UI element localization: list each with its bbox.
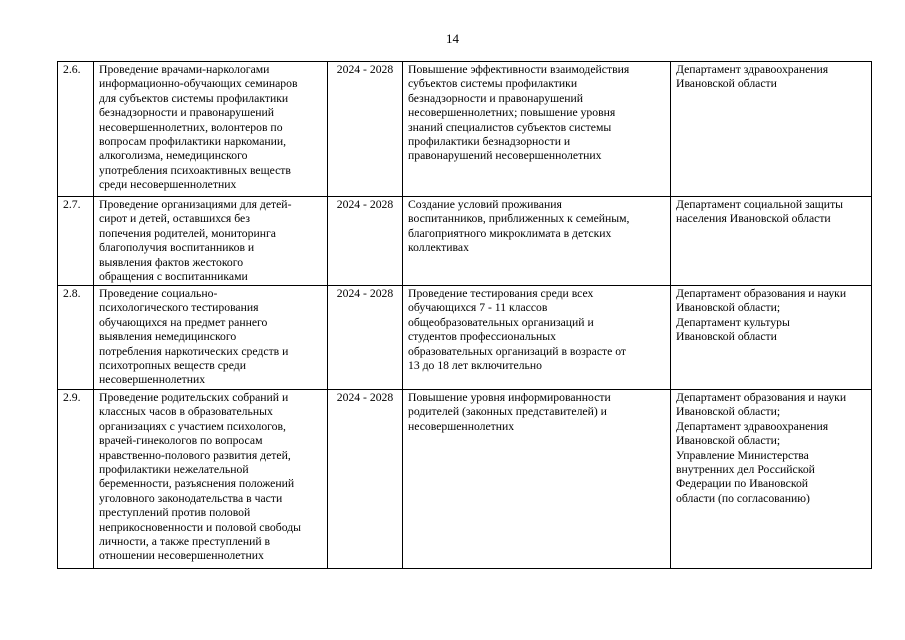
result-text-line: несовершеннолетних xyxy=(408,419,515,433)
executor-cell xyxy=(671,286,872,390)
event-text-line: Проведение социально- xyxy=(99,287,218,300)
result-text-line: воспитанников, приближенных к семейным, xyxy=(408,212,630,226)
result-text-line: общеобразовательных организаций и xyxy=(408,315,594,329)
period-cell xyxy=(328,62,403,197)
executor-cell xyxy=(671,390,872,569)
event-text-line: психологического тестирования xyxy=(99,301,259,315)
executor-text-line: населения Ивановской области xyxy=(676,212,831,226)
event-text-line: профилактики нежелательной xyxy=(99,463,249,477)
item-number: 2.9. xyxy=(63,391,81,404)
executor-text-line: Департамент здравоохранения xyxy=(676,63,829,76)
event-cell xyxy=(94,390,328,569)
measures-table xyxy=(57,61,872,569)
event-text-line: для субъектов системы профилактики xyxy=(99,91,289,105)
table-row xyxy=(58,390,872,569)
event-text-line: выявления фактов жестокого xyxy=(99,255,244,269)
executor-text-line: Ивановской области; xyxy=(676,405,781,419)
executor-text-line: Ивановской области; xyxy=(676,301,781,315)
event-text-line: безнадзорности и правонарушений xyxy=(99,106,275,120)
result-text-line: благоприятного микроклимата в детских xyxy=(408,226,612,240)
result-cell xyxy=(403,286,671,390)
result-text-line: Проведение тестирования среди всех xyxy=(408,287,594,300)
result-text-line: знаний специалистов субъектов системы xyxy=(408,120,612,134)
result-text-line: субъектов системы профилактики xyxy=(408,77,578,91)
event-text-line: сирот и детей, оставшихся без xyxy=(99,212,250,226)
event-text-line: выявления немедицинского xyxy=(99,330,237,344)
event-text-line: благополучия воспитанников и xyxy=(99,241,255,255)
result-text-line: правонарушений несовершеннолетних xyxy=(408,149,602,163)
executor-text-line: Департамент образования и науки xyxy=(676,391,847,404)
item-number: 2.8. xyxy=(63,287,81,300)
executor-text-line: Федерации по Ивановской xyxy=(676,477,809,491)
result-text-line: Повышение уровня информированности xyxy=(408,391,611,404)
result-text-line: Повышение эффективности взаимодействия xyxy=(408,63,630,76)
result-text-line: коллективах xyxy=(408,241,469,255)
item-number-cell xyxy=(58,62,94,197)
table-row xyxy=(58,286,872,390)
result-cell xyxy=(403,390,671,569)
event-text-line: психотропных веществ среди xyxy=(99,359,246,373)
result-text-line: образовательных организаций в возрасте от xyxy=(408,344,627,358)
executor-cell xyxy=(671,62,872,197)
executor-text-line: внутренних дел Российской xyxy=(676,463,815,477)
item-number: 2.6. xyxy=(63,63,81,76)
result-text-line: безнадзорности и правонарушений xyxy=(408,91,584,105)
event-text-line: обращения с воспитанниками xyxy=(99,270,248,284)
event-text-line: беременности, разъяснения положений xyxy=(99,477,295,491)
executor-text-line: области (по согласованию) xyxy=(676,491,810,505)
result-text-line: обучающихся 7 - 11 классов xyxy=(408,301,548,315)
event-text-line: алкоголизма, немедицинского xyxy=(99,149,248,163)
executor-text-line: Департамент социальной защиты xyxy=(676,198,844,211)
event-text-line: информационно-обучающих семинаров xyxy=(99,77,298,91)
executor-cell xyxy=(671,197,872,286)
period-text: 2024 - 2028 xyxy=(336,391,394,404)
event-text-line: Проведение организациями для детей- xyxy=(99,198,292,211)
event-text-line: несовершеннолетних xyxy=(99,373,206,387)
period-cell xyxy=(328,197,403,286)
period-text: 2024 - 2028 xyxy=(336,287,394,300)
measures-table-body xyxy=(58,62,872,569)
item-number: 2.7. xyxy=(63,198,81,211)
executor-text-line: Управление Министерства xyxy=(676,448,809,462)
executor-text-line: Ивановской области xyxy=(676,330,777,344)
result-cell xyxy=(403,62,671,197)
period-text: 2024 - 2028 xyxy=(336,63,394,76)
event-text-line: попечения родителей, мониторинга xyxy=(99,226,276,240)
executor-text-line: Департамент культуры xyxy=(676,315,790,329)
executor-text-line: Департамент здравоохранения xyxy=(676,419,829,433)
event-text-line: личности, а также преступлений в xyxy=(99,535,271,549)
event-text-line: организациях с участием психологов, xyxy=(99,419,286,433)
period-text: 2024 - 2028 xyxy=(336,198,394,211)
event-text-line: врачей-гинекологов по вопросам xyxy=(99,434,263,448)
result-cell xyxy=(403,197,671,286)
event-text-line: классных часов в образовательных xyxy=(99,405,273,419)
event-text-line: вопросам профилактики наркомании, xyxy=(99,135,287,149)
event-cell xyxy=(94,62,328,197)
table-row xyxy=(58,62,872,197)
period-cell xyxy=(328,286,403,390)
executor-text-line: Департамент образования и науки xyxy=(676,287,847,300)
event-cell xyxy=(94,286,328,390)
event-text-line: Проведение врачами-наркологами xyxy=(99,63,270,76)
event-text-line: употребления психоактивных веществ xyxy=(99,163,291,177)
result-text-line: 13 до 18 лет включительно xyxy=(408,359,542,373)
result-text-line: студентов профессиональных xyxy=(408,330,556,344)
event-cell xyxy=(94,197,328,286)
result-text-line: Создание условий проживания xyxy=(408,198,562,211)
item-number-cell xyxy=(58,390,94,569)
result-text-line: родителей (законных представителей) и xyxy=(408,405,607,419)
event-text-line: среди несовершеннолетних xyxy=(99,178,237,192)
event-text-line: несовершеннолетних, волонтеров по xyxy=(99,120,283,134)
table-row xyxy=(58,197,872,286)
event-text-line: отношении несовершеннолетних xyxy=(99,549,264,563)
event-text-line: потребления наркотических средств и xyxy=(99,344,289,358)
item-number-cell xyxy=(58,286,94,390)
event-text-line: уголовного законодательства в части xyxy=(99,491,283,505)
event-text-line: неприкосновенности и половой свободы xyxy=(99,520,302,534)
event-text-line: преступлений против половой xyxy=(99,506,251,520)
page-number: 14 xyxy=(446,31,459,46)
period-cell xyxy=(328,390,403,569)
item-number-cell xyxy=(58,197,94,286)
executor-text-line: Ивановской области xyxy=(676,77,777,91)
event-text-line: нравственно-полового развития детей, xyxy=(99,448,291,462)
event-text-line: обучающихся на предмет раннего xyxy=(99,315,268,329)
executor-text-line: Ивановской области; xyxy=(676,434,781,448)
result-text-line: несовершеннолетних; повышение уровня xyxy=(408,106,616,120)
event-text-line: Проведение родительских собраний и xyxy=(99,391,289,404)
result-text-line: профилактики безнадзорности и xyxy=(408,135,571,149)
